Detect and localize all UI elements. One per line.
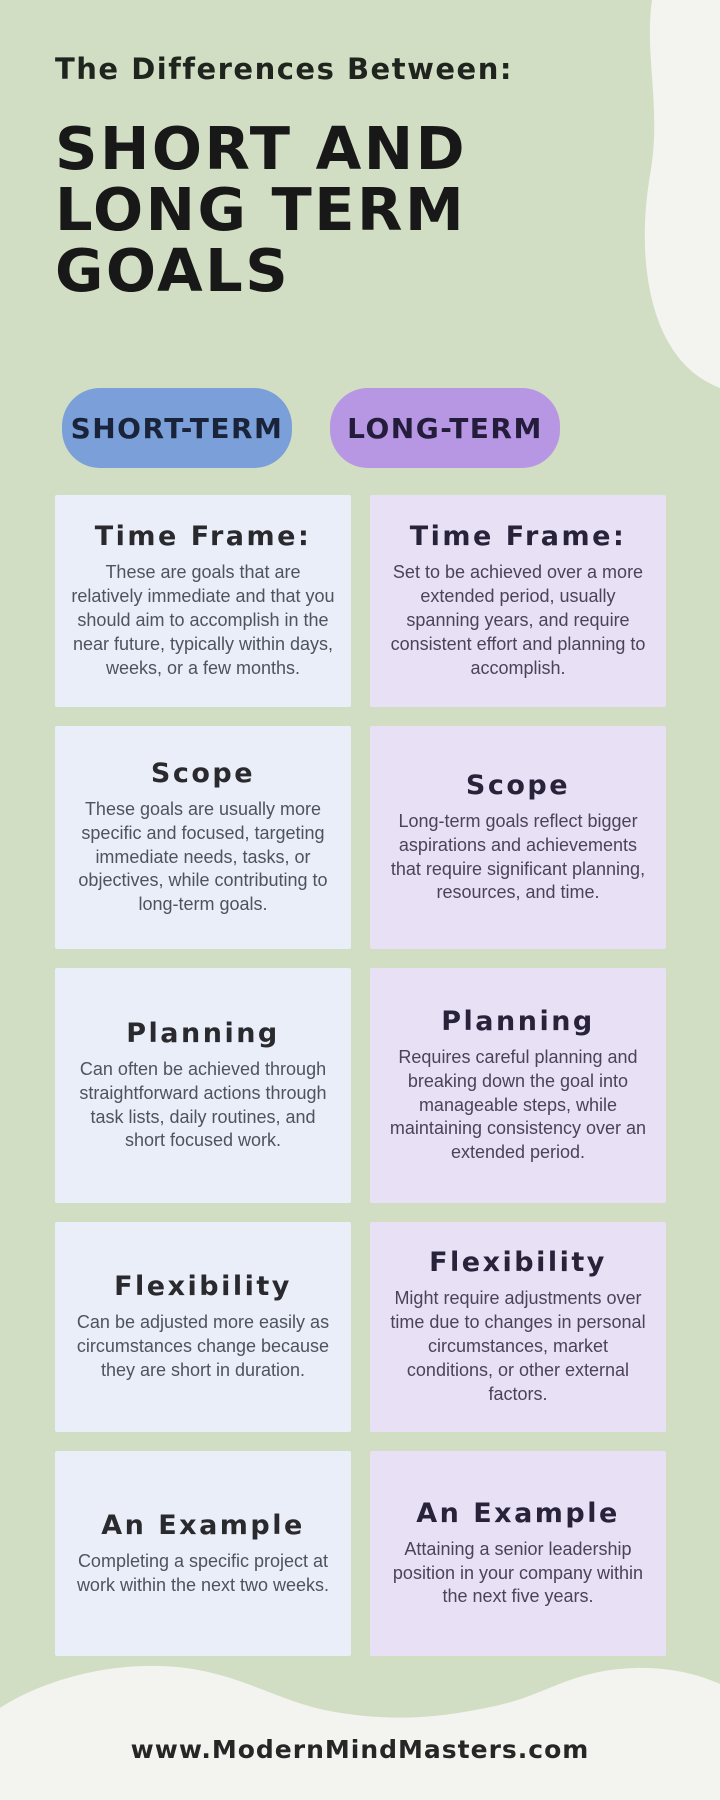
example-long-card [370,1451,666,1656]
row-flexibility [55,1222,666,1432]
scope-short-card [55,726,351,949]
footer-wave-shape [0,1650,720,1800]
footer [0,1735,720,1764]
time-frame-long-heading: Time Frame: [409,521,627,553]
title-line-1: SHORT AND [55,114,468,183]
time-frame-short-card [55,495,351,707]
scope-long-card [370,726,666,949]
planning-short-heading: Planning [126,1017,280,1049]
flexibility-short-heading: Flexibility [114,1271,292,1303]
flexibility-short-body: Can be adjusted more easily as circumstances change because they are short in duration. [76,1312,330,1380]
title-line-3: GOALS [55,236,291,305]
flexibility-long-body: Might require adjustments over time due to changes in personal circumstances, market conditions, or other external factors. [390,1288,646,1404]
short-term-pill: SHORT-TERM [62,388,292,468]
scope-short-body: These goals are usually more specific and focused, targeting immediate needs, tasks, or objectives, while contributing to long-term goals. [78,798,328,915]
column-headers [62,388,560,468]
long-term-pill: LONG-TERM [330,388,560,468]
time-frame-short-heading: Time Frame: [94,521,312,553]
row-planning [55,968,666,1203]
infographic-title [55,114,675,305]
planning-short-card [55,968,351,1203]
example-short-heading: An Example [101,1509,305,1541]
row-scope [55,726,666,949]
comparison-grid [55,495,666,1656]
row-example [55,1451,666,1656]
planning-long-heading: Planning [441,1005,595,1037]
website-url: www.ModernMindMasters.com [130,1735,590,1764]
example-short-card [55,1451,351,1656]
flexibility-long-card [370,1222,666,1432]
flexibility-short-card [55,1222,351,1432]
scope-long-body: Long-term goals reflect bigger aspirations and achievements that require significant planning, resources, and time. [390,810,646,903]
time-frame-short-body: These are goals that are relatively immediate and that you should aim to accomplish in the near future, typically within days, weeks, or a few months. [71,562,335,678]
example-long-body: Attaining a senior leadership position in your company within the next five years. [392,1538,644,1607]
row-time-frame [55,495,666,707]
example-long-heading: An Example [416,1497,620,1529]
time-frame-long-card [370,495,666,707]
scope-long-heading: Scope [465,769,571,801]
flexibility-long-heading: Flexibility [429,1247,607,1279]
header [55,52,675,305]
planning-long-body: Requires careful planning and breaking down the goal into manageable steps, while maintaining consistency over an extended period. [389,1046,647,1163]
time-frame-long-body: Set to be achieved over a more extended period, usually spanning years, and require consistent effort and planning to accomplish. [390,562,646,678]
example-short-body: Completing a specific project at work within the next two weeks. [76,1550,330,1595]
title-line-2: LONG TERM [55,175,467,244]
infographic-subtitle: The Differences Between: [55,52,513,86]
scope-short-heading: Scope [150,757,256,789]
planning-long-card [370,968,666,1203]
planning-short-body: Can often be achieved through straightforward actions through task lists, daily routines, and short focused work. [79,1058,327,1151]
